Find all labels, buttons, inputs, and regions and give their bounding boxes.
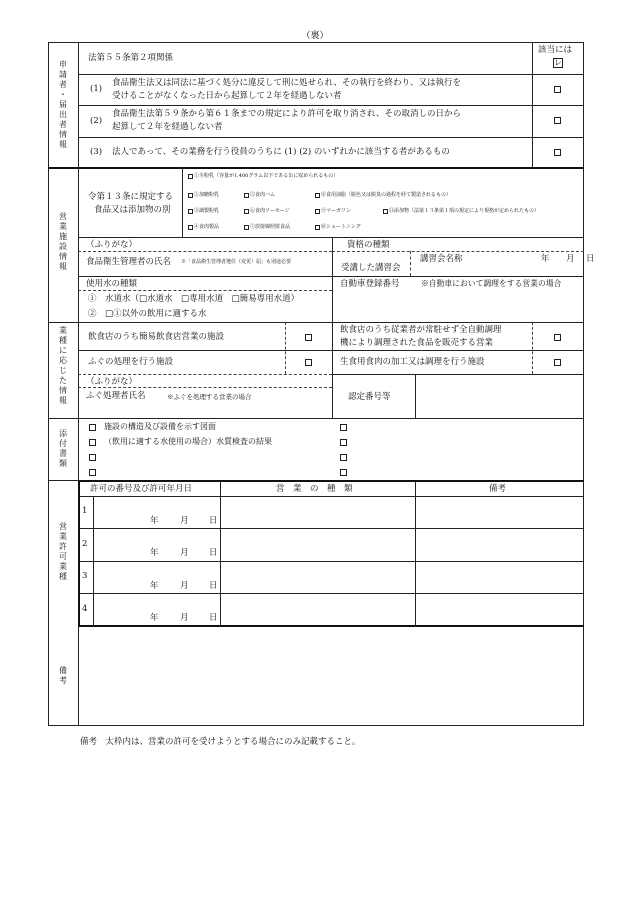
fugu-facility-label: ふぐの処理を行う施設 — [88, 357, 174, 367]
section-remarks: 備 考 — [59, 666, 67, 685]
water-label: 使用水の種類 — [86, 279, 138, 289]
item-text: 食品衛生法又は同法に基づく処分に違反して刑に処せられ、その執行を終わり、又は執行を — [112, 78, 462, 88]
divider-facility — [48, 322, 584, 323]
item-number: (2) — [90, 116, 103, 126]
item-number: (3) — [90, 147, 103, 157]
auto-cooking-label: 機により調理された食品を販売する営業 — [340, 338, 494, 348]
raw-meat-label: 生食用食肉の加工又は調理を行う施設 — [340, 357, 485, 367]
section-applicant: 申 請 者 ・ 届 出 者 情 報 — [59, 60, 67, 149]
simple-restaurant-checkbox[interactable] — [305, 334, 312, 341]
cert-number-label: 認定番号等 — [348, 392, 391, 402]
section-attachments: 添 付 書 類 — [59, 429, 67, 468]
permit-row-number: 4 — [82, 604, 88, 614]
footer-note: 備考 太枠内は、営業の許可を受けようとする場合にのみ記載すること。 — [80, 737, 361, 747]
fugu-note: ※ふぐを処理する営業の場合 — [167, 393, 252, 401]
permit-header: 営 業 の 種 類 — [276, 484, 353, 494]
vehicle-label: 自動車登録番号 — [340, 279, 400, 289]
attachment-item: 施設の構造及び設備を示す図面 — [104, 422, 216, 431]
qualification-label: 資格の種類 — [347, 240, 390, 250]
item-number: (1) — [90, 84, 103, 94]
item-text: 受けることがなくなった日から起算して２年を経過しない者 — [112, 91, 342, 101]
item-checkbox[interactable] — [554, 117, 561, 124]
divider-business — [48, 418, 584, 419]
divider-permits — [78, 625, 584, 627]
item-text: 食品衛生法第５９条から第６１条までの規定により許可を取り消され、その取消しの日から — [112, 109, 462, 119]
item-text: 法人であって、その業務を行う役員のうちに (1) (2) のいずれかに該当する者があるもの — [112, 147, 450, 157]
permit-row-number: 3 — [82, 571, 88, 581]
vehicle-note: ※自動車において調理をする営業の場合 — [421, 279, 562, 288]
manager-label: 食品衛生管理者の氏名 — [86, 257, 172, 267]
furigana-label: （ふりがな） — [86, 240, 138, 250]
page-label: （裏） — [301, 31, 329, 41]
additive-label: 食品又は添加物の別 — [94, 205, 171, 215]
law-header: 法第５５条第２項関係 — [88, 53, 174, 63]
manager-note: ※「食品衛生管理者選任（変更）届」も別途必要 — [181, 259, 292, 265]
item-text: 起算して２年を経過しない者 — [112, 122, 223, 132]
furigana-label: （ふりがな） — [86, 377, 138, 387]
item-checkbox[interactable] — [554, 149, 561, 156]
permit-header: 備考 — [489, 484, 507, 494]
permit-header: 許可の番号及び許可年月日 — [90, 484, 193, 494]
section-facility: 営 業 施 設 情 報 — [59, 212, 67, 271]
course-name-label: 講習会名称 — [420, 254, 463, 264]
fugu-facility-checkbox[interactable] — [305, 359, 312, 366]
water-option-1[interactable]: ① 水道水（□水道水 □専用水道 □簡易専用水道） — [88, 294, 300, 304]
raw-meat-checkbox[interactable] — [554, 359, 561, 366]
applicable-header: 該当には — [538, 45, 573, 55]
section-business-type: 業 種 に 応 じ た 情 報 — [59, 326, 67, 405]
check-mark-sample: レ — [554, 58, 562, 67]
permit-row-number: 2 — [82, 539, 88, 549]
item-checkbox[interactable] — [554, 86, 561, 93]
water-option-2[interactable]: ② □①以外の飲用に適する水 — [88, 309, 207, 319]
attachment-item: （飲用に適する水使用の場合）水質検査の結果 — [104, 437, 272, 446]
auto-cooking-checkbox[interactable] — [554, 334, 561, 341]
course-label: 受講した講習会 — [341, 263, 401, 273]
simple-restaurant-label: 飲食店のうち簡易飲食店営業の施設 — [88, 332, 225, 342]
auto-cooking-label: 飲食店のうち従業者が常駐せず全自動調理 — [340, 325, 502, 335]
section-permits: 営 業 許 可 業 種 — [59, 522, 67, 581]
fugu-processor-label: ふぐ処理者氏名 — [86, 391, 146, 401]
divider-applicant — [48, 167, 584, 169]
permit-row-number: 1 — [82, 506, 88, 516]
additive-label: 令第１３条に規定する — [88, 192, 174, 202]
